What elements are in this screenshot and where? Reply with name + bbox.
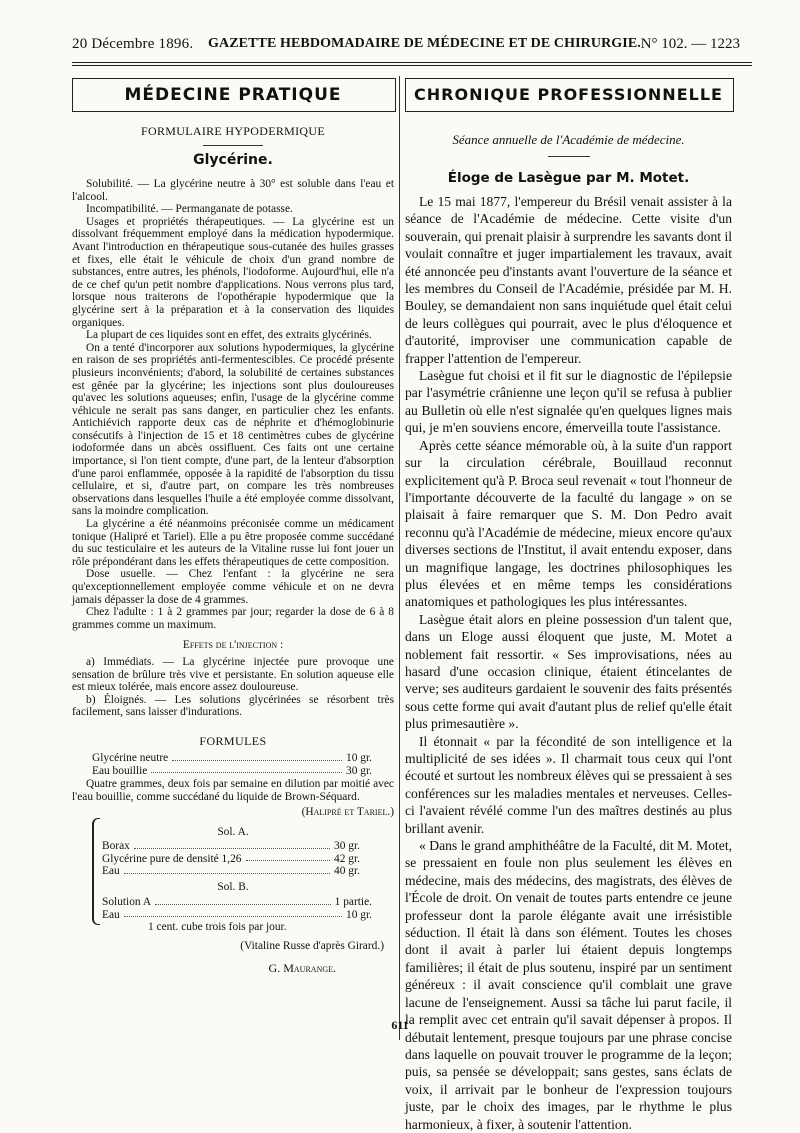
paragraph: a) Immédiats. — La glycérine injectée pure provoque une sensation de brûlure très vive et persistante. En solution aqueuse elle est mieux tolérée, mais encore assez douloureuse. bbox=[72, 655, 394, 694]
article-title-lasegue: Éloge de Lasègue par M. Motet. bbox=[447, 170, 690, 186]
formula-row: Eau bouillie 30 gr. bbox=[92, 764, 372, 777]
article-title-glycerine: Glycérine. bbox=[193, 152, 273, 168]
formula-row: Eau 10 gr. bbox=[102, 908, 372, 921]
formula-row: Glycérine pure de densité 1,26 42 gr. bbox=[102, 852, 360, 865]
formula-row: Glycérine neutre 10 gr. bbox=[92, 752, 372, 764]
header-date: 20 Décembre 1896. bbox=[72, 36, 194, 52]
paragraph: Le 15 mai 1877, l'empereur du Brésil venait assister à la séance de l'Académie de médecine. Cette visite d'un souverain, qui prenait plaisir à surprendre les savants dont il voulait connaître et juger impartialement les travaux, avait été annoncée peu d'instants avant l'ouverture de la séance et les membres du Conseil de l'Académie, présidée par M. H. Bouley, se demandaient non sans inquiétude quel était celui de leurs collègues qui pourrait, avec le plus d'éloquence et d'autorité, improviser une communication capable de frapper l'attention de l'empereur. bbox=[405, 194, 732, 366]
vitaline-note: (Vitaline Russe d'après Girard.) bbox=[240, 940, 384, 952]
article-subtitle: Séance annuelle de l'Académie de médecine. bbox=[452, 132, 685, 147]
chronique-body bbox=[405, 193, 732, 1133]
paragraph: Après cette séance mémorable où, à la suite d'un rapport sur la circulation cérébrale, Bouillaud reconnut explicitement qu'à P. Broca seul revenait « tout l'honneur de l'importante découverte de la faculté du langage » on se plaisait à faire remarquer que S. M. Don Pedro avait reconnu qu'à l'Académie de médecine, mieux encore qu'aux diverses sections de l'Institut, il avait entendu exposer, dans un magnifique langage, les doctrines philosophiques les plus élevées et en même temps les considérations anatomiques et pathologiques les plus intéressantes. bbox=[405, 437, 732, 610]
journal-title: GAZETTE HEBDOMADAIRE DE MÉDECINE ET DE CHIRURGIE. bbox=[208, 36, 641, 51]
sol-b-title: Sol. B. bbox=[217, 881, 249, 893]
paragraph: Dose usuelle. — Chez l'enfant : la glycérine ne sera qu'exceptionnellement employée comme véhicule et on ne devra jamais dépasser la dose de 4 grammes. bbox=[72, 568, 394, 606]
page-number: 611 bbox=[391, 1018, 409, 1032]
rule-short bbox=[203, 145, 263, 146]
formula-row: Solution A 1 partie. bbox=[102, 896, 372, 908]
header-rule bbox=[72, 62, 752, 63]
section-title-left: MÉDECINE PRATIQUE bbox=[124, 85, 342, 105]
sol-b-note: 1 cent. cube trois fois par jour. bbox=[148, 921, 287, 934]
formulaire-body bbox=[72, 178, 394, 719]
subsection-title: FORMULAIRE HYPODERMIQUE bbox=[141, 124, 325, 138]
paragraph: Il étonnait « par la fécondité de son intelligence et la multiplicité de ses idées ». Il charmait tous ceux qui l'ont écouté et surtout les nombreux élèves qui se pressaient à ses conférences sur les maladies mentales et nerveuses. Celles-ci l'avaient révélé comme l'un des maîtres destinés au plus brillant avenir. bbox=[405, 733, 732, 836]
formules-title: FORMULES bbox=[199, 734, 267, 748]
paragraph: Usages et propriétés thérapeutiques. — La glycérine est un dissolvant fréquemment employé dans la médication hypodermique. Avant l'introduction en thérapeutique sous-cutanée des huiles grasses et fixes, elle était le véhicule de choix d'un grand nombre de substances, entre autres, les phénols, l'iodoforme. Aujourd'hui, elle n'a de ce chef qu'un petit nombre d'applications. Nous verrons plus tard, lorsque nous traiterons de l'opothérapie hypodermique que la glycérine sert à la préparation et à la conservation des liquides organiques. bbox=[72, 215, 394, 329]
formula-row: Eau 40 gr. bbox=[102, 865, 360, 878]
column-divider bbox=[399, 76, 400, 1040]
sol-a-title: Sol. A. bbox=[217, 826, 249, 838]
paragraph: b) Éloignés. — Les solutions glycérinées se résorbent très facilement, sans laisser d'indurations. bbox=[72, 693, 394, 719]
formula-1-author: (Halipré et Tariel.) bbox=[301, 806, 394, 819]
paragraph: « Dans le grand amphithéâtre de la Faculté, dit M. Motet, se pressaient en foule non plus seulement les élèves en médecine, mais des médecins, des magistrats, des élèves de l'École de droit. On venait de toutes parts entendre ce jeune professeur dont la parole élégante avait une irrésistible séduction. Il était là dans son élément. Toutes les choses dont il avait à parler lui étaient depuis longtemps familières; il était de plus soutenu, inspiré par un sentiment généreux : il avait conscience qu'il comblait une grave lacune de l'enseignement. Aussi sa tâche lui parut facile, il la remplit avec cet entrain qu'il savait dépenser à propos. Il débutait lentement, presque toujours par une phrase concise dans laquelle on pouvait trouver le programme de la leçon; puis, sa pensée se développait; sans gestes, sans éclats de voix, il arrivait par le bonheur de l'expression toujours juste, par le choix des images, par le rhythme le plus harmonieux, à fixer, à soutenir l'attention. bbox=[405, 838, 732, 1132]
formula-1 bbox=[92, 752, 372, 777]
sol-b bbox=[102, 896, 372, 934]
signature-maurange: G. Maurange. bbox=[268, 961, 336, 975]
paragraph: La glycérine a été néanmoins préconisée comme un médicament tonique (Halipré et Tariel). Elle a pu être proposée comme succédané du suc testiculaire et les auteurs de la Vitaline russe lui font jouer un rôle prépondérant dans les effets thérapeutiques de cette composition. bbox=[72, 518, 394, 568]
effets-title: Effets de l'injection : bbox=[182, 639, 284, 652]
paragraph: Solubilité. — La glycérine neutre à 30° est soluble dans l'eau et l'alcool. bbox=[72, 178, 394, 203]
paragraph: Incompatibilité. — Permanganate de potasse. bbox=[86, 203, 293, 216]
page-header bbox=[72, 34, 740, 54]
paragraph: La plupart de ces liquides sont en effet, des extraits glycérinés. bbox=[86, 329, 372, 342]
formula-row: Borax 30 gr. bbox=[102, 840, 360, 852]
issue-number: N° 102. — 1223 bbox=[640, 36, 740, 52]
paragraph: Chez l'adulte : 1 à 2 grammes par jour; regarder la dose de 6 à 8 grammes comme un maximum. bbox=[72, 606, 394, 631]
paragraph: Lasègue était alors en pleine possession d'un talent que, dans un Eloge aussi éloquent que juste, M. Motet a noblement fait ressortir. « Ses improvisations, nées au hasard d'une occasion clinique, étaient étincelantes de verve; ses auditeurs gardaient le souvenir des faits présentés sous cette forme qui avait d'autant plus de relief qu'elle était plus primesautière ». bbox=[405, 611, 732, 732]
section-title-right: CHRONIQUE PROFESSIONNELLE bbox=[414, 85, 723, 104]
rule-short bbox=[548, 156, 590, 157]
formula-1-note: Quatre grammes, deux fois par semaine en dilution par moitié avec l'eau bouillie, comme succédané du liquide de Brown-Séquard. (Halipré et Tariel.) bbox=[72, 778, 394, 819]
paragraph: Lasègue fut choisi et il fit sur le diagnostic de l'épilepsie par l'asymétrie crânienne une leçon qu'il se refusa à publier au Bulletin où elle n'est signalée qu'en quelques lignes mais qui, je m'en souviens encore, émerveilla toute l'assistance. bbox=[405, 368, 732, 436]
header-rule-2 bbox=[72, 65, 752, 66]
sol-a bbox=[102, 840, 360, 878]
paragraph: On a tenté d'incorporer aux solutions hypodermiques, la glycérine en raison de ses propriétés anti-fermentescibles. Ce procédé présente plusieurs inconvénients; d'abord, la solubilité de certaines substances est gênée par la glycérine; les injections sont plus douloureuses qu'avec les solutions aqueuses; enfin, l'usage de la glycérine comme véhicule ne serait pas sans danger, en particulier chez les enfants. Antichiévich rapporte deux cas de néphrite et d'hémoglobinurie consécutifs à l'injection de 15 et 18 centimètres cubes de glycérine iodoformée dans un abcès ossifluent. Ces faits ont une certaine importance, si l'on tient compte, d'une part, de la lenteur d'absorption d'une paroi enflammée, opposée à la rapidité de l'absorption du tissu cellulaire, et si, d'autre part, on compare les très nombreuses observations dans lesquelles l'huile a été employée comme dissolvant, sans la moindre complication. bbox=[72, 341, 394, 518]
